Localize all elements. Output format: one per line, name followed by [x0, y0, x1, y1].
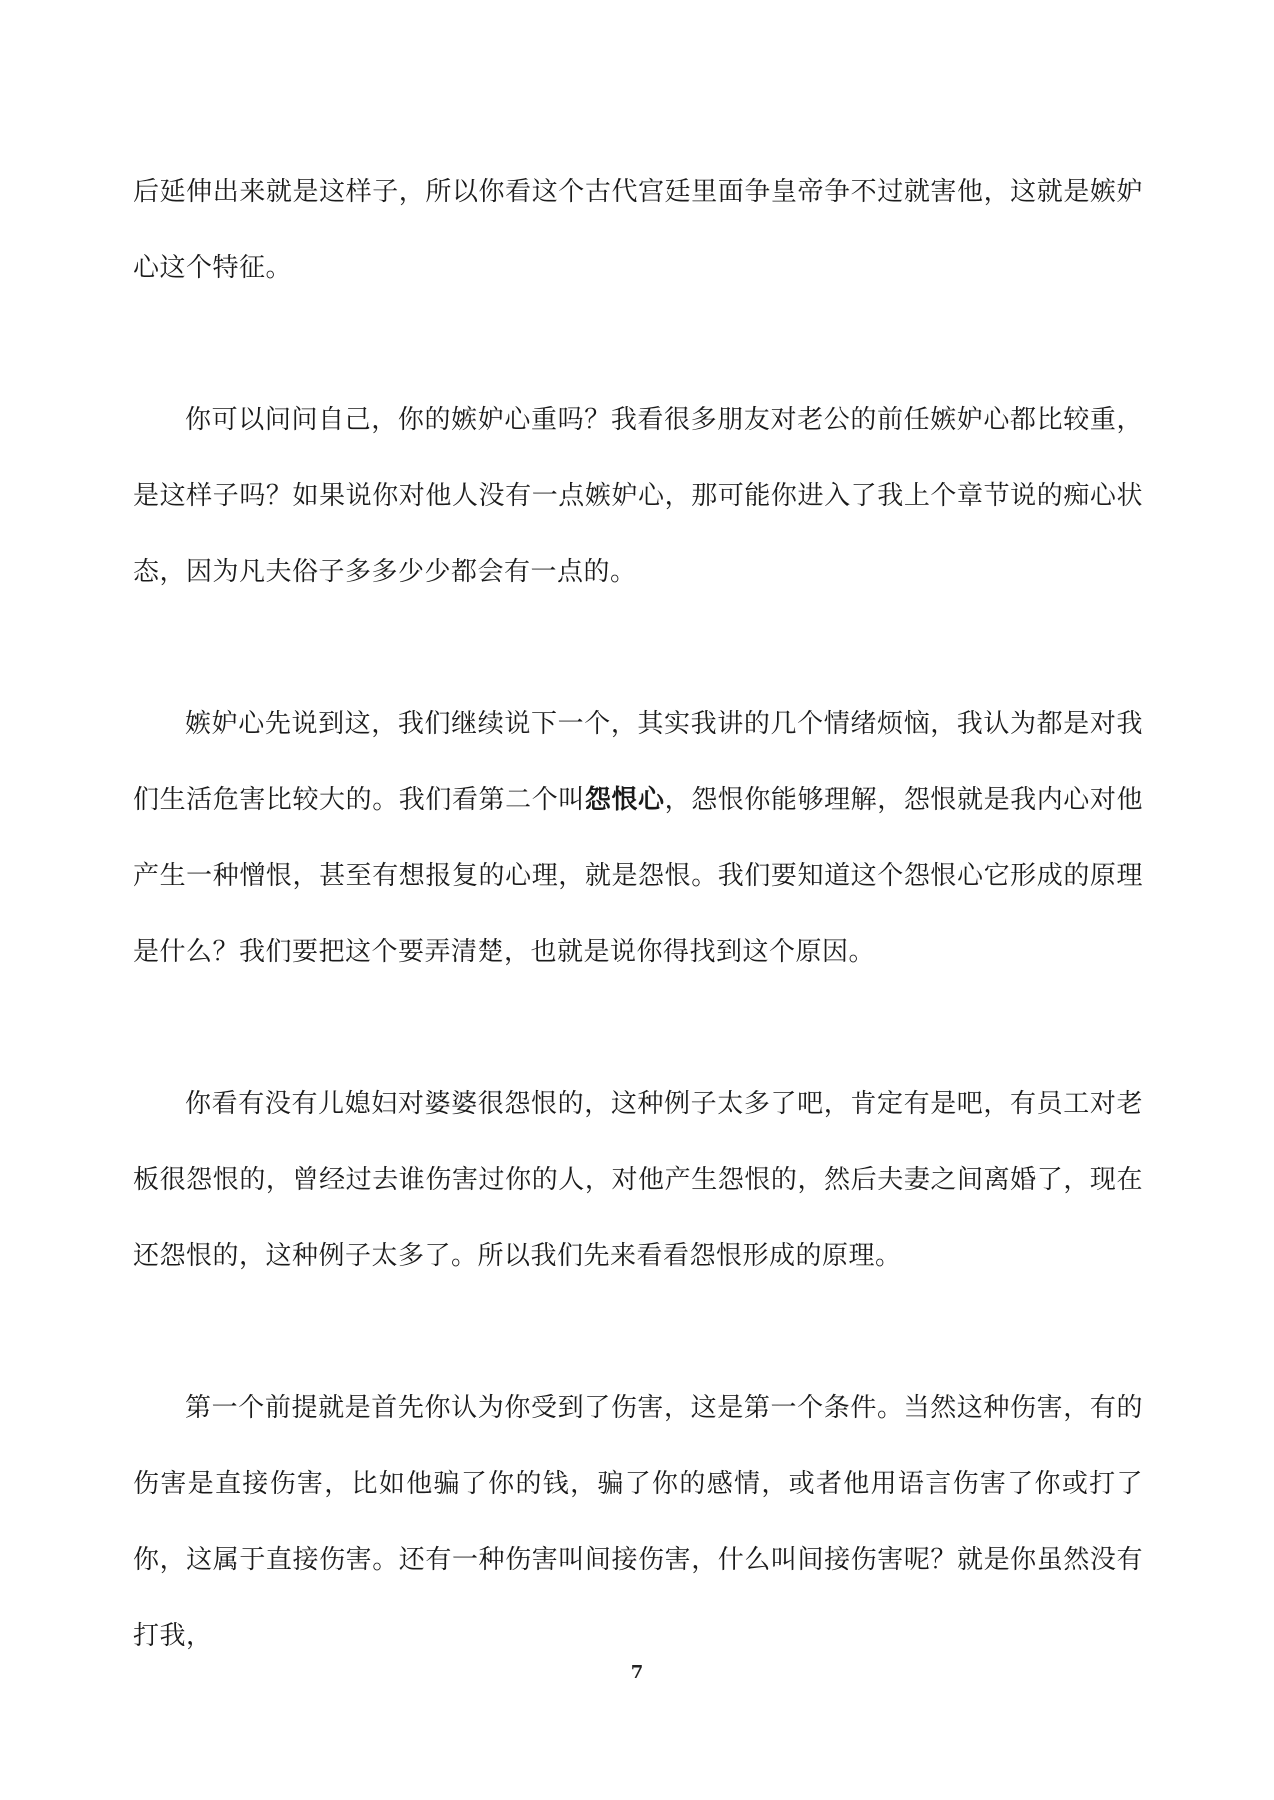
- paragraph-5-text: 第一个前提就是首先你认为你受到了伤害，这是第一个条件。当然这种伤害，有的伤害是直接伤害，比如他骗了你的钱，骗了你的感情，或者他用语言伤害了你或打了你，这属于直接伤害。还有一种伤害叫间接伤害，什么叫间接伤害呢？就是你虽然没有打我，: [133, 1393, 1143, 1651]
- paragraph-2: [133, 382, 1143, 610]
- paragraph-3: [133, 686, 1143, 990]
- paragraph-gap: [133, 990, 1143, 1066]
- paragraph-1: [133, 154, 1143, 306]
- paragraph-4-text: 你看有没有儿媳妇对婆婆很怨恨的，这种例子太多了吧，肯定有是吧，有员工对老板很怨恨的，曾经过去谁伤害过你的人，对他产生怨恨的，然后夫妻之间离婚了，现在还怨恨的，这种例子太多了。所以我们先来看看怨恨形成的原理。: [133, 1089, 1143, 1271]
- paragraph-3-text-a: 嫉妒心先说到这，我们继续说下一个，其实我讲的几个情绪烦恼，我认为都是对我们生活危害比较大的。我们看第二个叫: [133, 709, 1143, 815]
- paragraph-5: [133, 1370, 1143, 1674]
- paragraph-gap: [133, 1294, 1143, 1370]
- paragraph-1-text: 后延伸出来就是这样子，所以你看这个古代宫廷里面争皇帝争不过就害他，这就是嫉妒心这个特征。: [133, 177, 1143, 283]
- paragraph-4: [133, 1066, 1143, 1294]
- paragraph-gap: [133, 306, 1143, 382]
- paragraph-3-text-b: ，怨恨你能够理解，怨恨就是我内心对他产生一种憎恨，甚至有想报复的心理，就是怨恨。我们要知道这个怨恨心它形成的原理是什么？我们要把这个要弄清楚，也就是说你得找到这个原因。: [133, 785, 1143, 967]
- paragraph-gap: [133, 610, 1143, 686]
- body-text: [133, 154, 1143, 1674]
- bold-term-resentment: 怨恨心: [584, 785, 665, 815]
- paragraph-2-text: 你可以问问自己，你的嫉妒心重吗？我看很多朋友对老公的前任嫉妒心都比较重，是这样子吗？如果说你对他人没有一点嫉妒心，那可能你进入了我上个章节说的痴心状态，因为凡夫俗子多多少少都会有一点的。: [133, 405, 1143, 587]
- page-number: 7: [630, 1662, 644, 1683]
